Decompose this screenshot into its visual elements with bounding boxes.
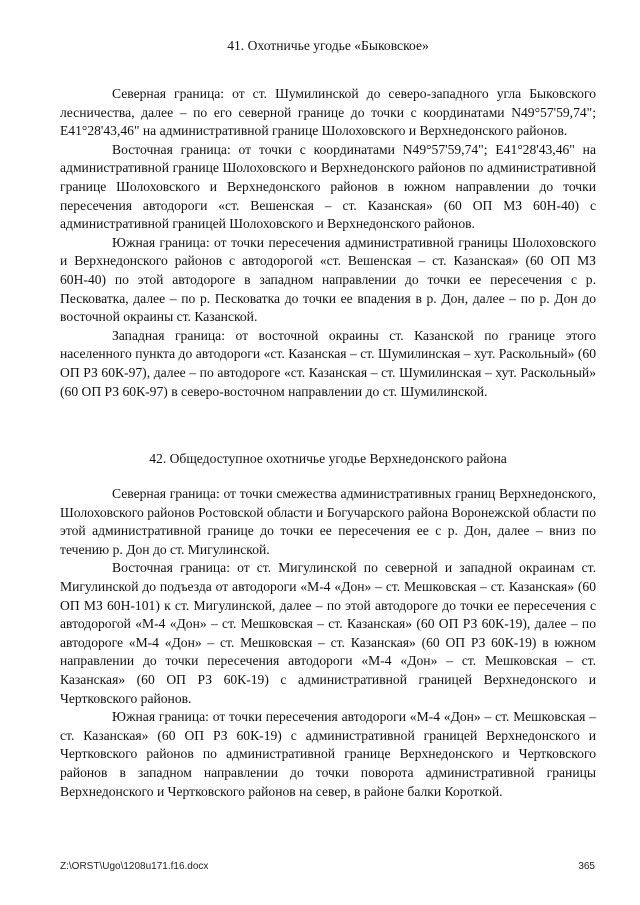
footer-file-path: Z:\ORST\Ugo\1208u171.f16.docx [60,861,209,872]
section-41-body [60,85,596,401]
section-42-south-boundary: Южная граница: от точки пересечения автодороги «М-4 «Дон» – ст. Мешковская – ст. Казанская» (60 ОП РЗ 60К-19) с административной границей Верхнедонского и Чертковского районов по административной границе Верхнедонского и Чертковского районов в западном направлении до точки поворота административной границы Верхнедонского и Чертковского районов на север, в районе балки Короткой. [60,709,596,799]
section-41-north-boundary: Северная граница: от ст. Шумилинской до северо-западного угла Быковского лесничества, далее – по его северной границе до точки с координатами N49°57'59,74"; E41°28'43,46" на административной границе Шолоховского и Верхнедонского районов. [60,86,596,139]
page-number: 365 [578,861,595,872]
section-42-body [60,485,596,801]
section-41-title: 41. Охотничье угодье «Быковское» [227,38,429,53]
section-41-south-boundary: Южная граница: от точки пересечения административной границы Шолоховского и Верхнедонского районов с автодорогой «ст. Вешенская – ст. Казанская» (60 ОП МЗ 60Н-40) по этой автодороге в западном направлении до точки ее пересечения с р. Песковатка, далее – по р. Песковатка до точки ее впадения в р. Дон, далее – по р. Дон до восточной окраины ст. Казанской. [60,234,596,325]
section-41-east-boundary: Восточная граница: от точки с координатами N49°57'59,74"; E41°28'43,46" на административной границе Шолоховского и Верхнедонского районов по административной границе Шолоховского и Верхнедонского районов в южном направлении до точки пересечения автодороги «ст. Вешенская – ст. Казанская» (60 ОП МЗ 60Н-40) с административной границей Шолоховского и Верхнедонского районов. [60,141,596,232]
section-41-west-boundary: Западная граница: от восточной окраины ст. Казанской по границе этого населенного пункта до автодороги «ст. Казанская – ст. Шумилинская – хут. Раскольный» (60 ОП РЗ 60К-97), далее – по автодороге «ст. Казанская – ст. Шумилинская – хут. Раскольный» (60 ОП РЗ 60К-97) в северо-восточном направлении до ст. Шумилинской. [60,327,596,399]
section-42-title: 42. Общедоступное охотничье угодье Верхнедонского района [149,451,507,466]
section-42-east-boundary: Восточная граница: от ст. Мигулинской по северной и западной окраинам ст. Мигулинской до подъезда от автодороги «М-4 «Дон» – ст. Мешковская – ст. Казанская» (60 ОП МЗ 60Н-101) к ст. Мигулинской, далее – по этой автодороге до точки ее пересечения с автодорогой «М-4 «Дон» – ст. Мешковская – ст. Казанская» (60 ОП РЗ 60К-19), далее – по автодороге «М-4 «Дон» – ст. Мешковская – ст. Казанская» (60 ОП РЗ 60К-19) в южном направлении до точки пересечения автодороги «М-4 «Дон» – ст. Мешковская – ст. Казанская» (60 ОП РЗ 60К-19) с административной границей Верхнедонского и Чертковского районов. [60,560,596,706]
section-42-north-boundary: Северная граница: от точки смежества административных границ Верхнедонского, Шолоховского районов Ростовской области и Богучарского района Воронежской области по этой административной границе до точки ее пересечения ее с р. Дон, далее – вниз по течению р. Дон до ст. Мигулинской. [60,486,596,557]
